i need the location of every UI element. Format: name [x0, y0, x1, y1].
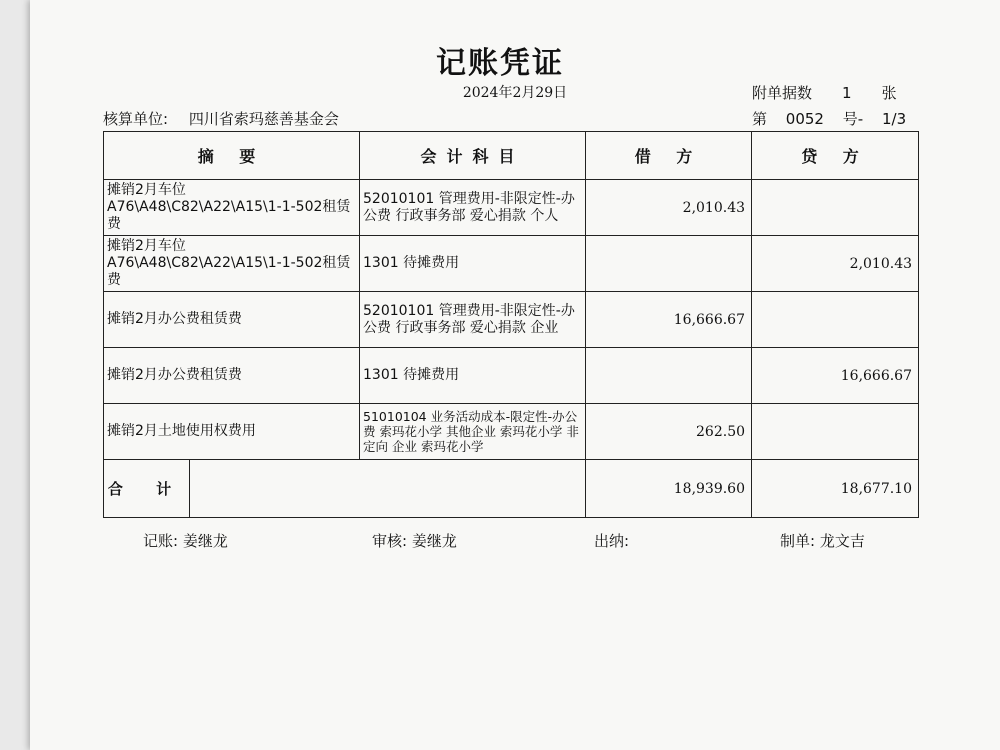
- header-credit: 贷 方: [752, 132, 919, 180]
- row-summary: 摊销2月土地使用权费用: [104, 404, 360, 460]
- row-account: 52010101 管理费用-非限定性-办公费 行政事务部 爱心捐款 个人: [360, 180, 586, 236]
- row-credit: 2,010.43: [752, 236, 919, 292]
- total-row: [104, 460, 919, 518]
- footer-auditor: [372, 530, 457, 551]
- attachment-count: 1: [842, 84, 852, 102]
- row-credit: [752, 404, 919, 460]
- row-credit: [752, 292, 919, 348]
- row-account: 51010104 业务活动成本-限定性-办公费 索玛花小学 其他企业 索玛花小学 非定向 企业 索玛花小学: [360, 404, 586, 460]
- attachment-label: 附单据数: [752, 84, 813, 102]
- footer-bookkeeper: [143, 530, 228, 551]
- table-row: [104, 180, 919, 236]
- row-summary: 摊销2月办公费租赁费: [104, 292, 360, 348]
- voucher-table: [103, 131, 919, 518]
- auditor-name: 姜继龙: [411, 532, 457, 550]
- row-account: 1301 待摊费用: [360, 236, 586, 292]
- table-row: [104, 236, 919, 292]
- voucher-title: 记账凭证: [436, 46, 564, 81]
- cashier-label: 出纳:: [594, 532, 630, 550]
- row-debit: [586, 236, 752, 292]
- row-debit: [586, 348, 752, 404]
- row-debit: 16,666.67: [586, 292, 752, 348]
- accounting-unit: [103, 108, 339, 129]
- voucher-number-value: 0052: [785, 110, 824, 128]
- preparer-label: 制单:: [780, 532, 816, 550]
- bookkeeper-name: 姜继龙: [182, 532, 228, 550]
- footer-preparer: [780, 530, 865, 551]
- auditor-label: 审核:: [372, 532, 408, 550]
- total-debit: 18,939.60: [586, 460, 752, 518]
- row-account: 52010101 管理费用-非限定性-办公费 行政事务部 爱心捐款 企业: [360, 292, 586, 348]
- table-row: [104, 404, 919, 460]
- table-row: [104, 348, 919, 404]
- row-summary: 摊销2月车位A76\A48\C82\A22\A15\1-1-502租赁费: [104, 180, 360, 236]
- header-summary: 摘 要: [104, 132, 360, 180]
- total-blank: [190, 460, 586, 518]
- total-label: 合 计: [104, 460, 190, 518]
- voucher-number: [752, 108, 920, 129]
- header-debit: 借 方: [586, 132, 752, 180]
- footer-cashier: [594, 530, 629, 551]
- accounting-unit-name: 四川省索玛慈善基金会: [188, 110, 339, 128]
- attachment-info: [752, 82, 897, 103]
- voucher-number-prefix: 第: [752, 110, 768, 128]
- voucher-number-suffix: 号-: [842, 110, 864, 128]
- total-credit: 18,677.10: [752, 460, 919, 518]
- attachment-unit: 张: [881, 84, 897, 102]
- row-credit: 16,666.67: [752, 348, 919, 404]
- table-header-row: [104, 132, 919, 180]
- row-account: 1301 待摊费用: [360, 348, 586, 404]
- voucher-date: 2024年2月29日: [462, 85, 568, 101]
- accounting-unit-label: 核算单位:: [103, 110, 169, 128]
- row-debit: 262.50: [586, 404, 752, 460]
- table-row: [104, 292, 919, 348]
- row-summary: 摊销2月车位A76\A48\C82\A22\A15\1-1-502租赁费: [104, 236, 360, 292]
- row-summary: 摊销2月办公费租赁费: [104, 348, 360, 404]
- row-credit: [752, 180, 919, 236]
- row-debit: 2,010.43: [586, 180, 752, 236]
- bookkeeper-label: 记账:: [143, 532, 179, 550]
- voucher-page: 1/3: [881, 110, 907, 128]
- header-account: 会计科目: [360, 132, 586, 180]
- preparer-name: 龙文吉: [819, 532, 865, 550]
